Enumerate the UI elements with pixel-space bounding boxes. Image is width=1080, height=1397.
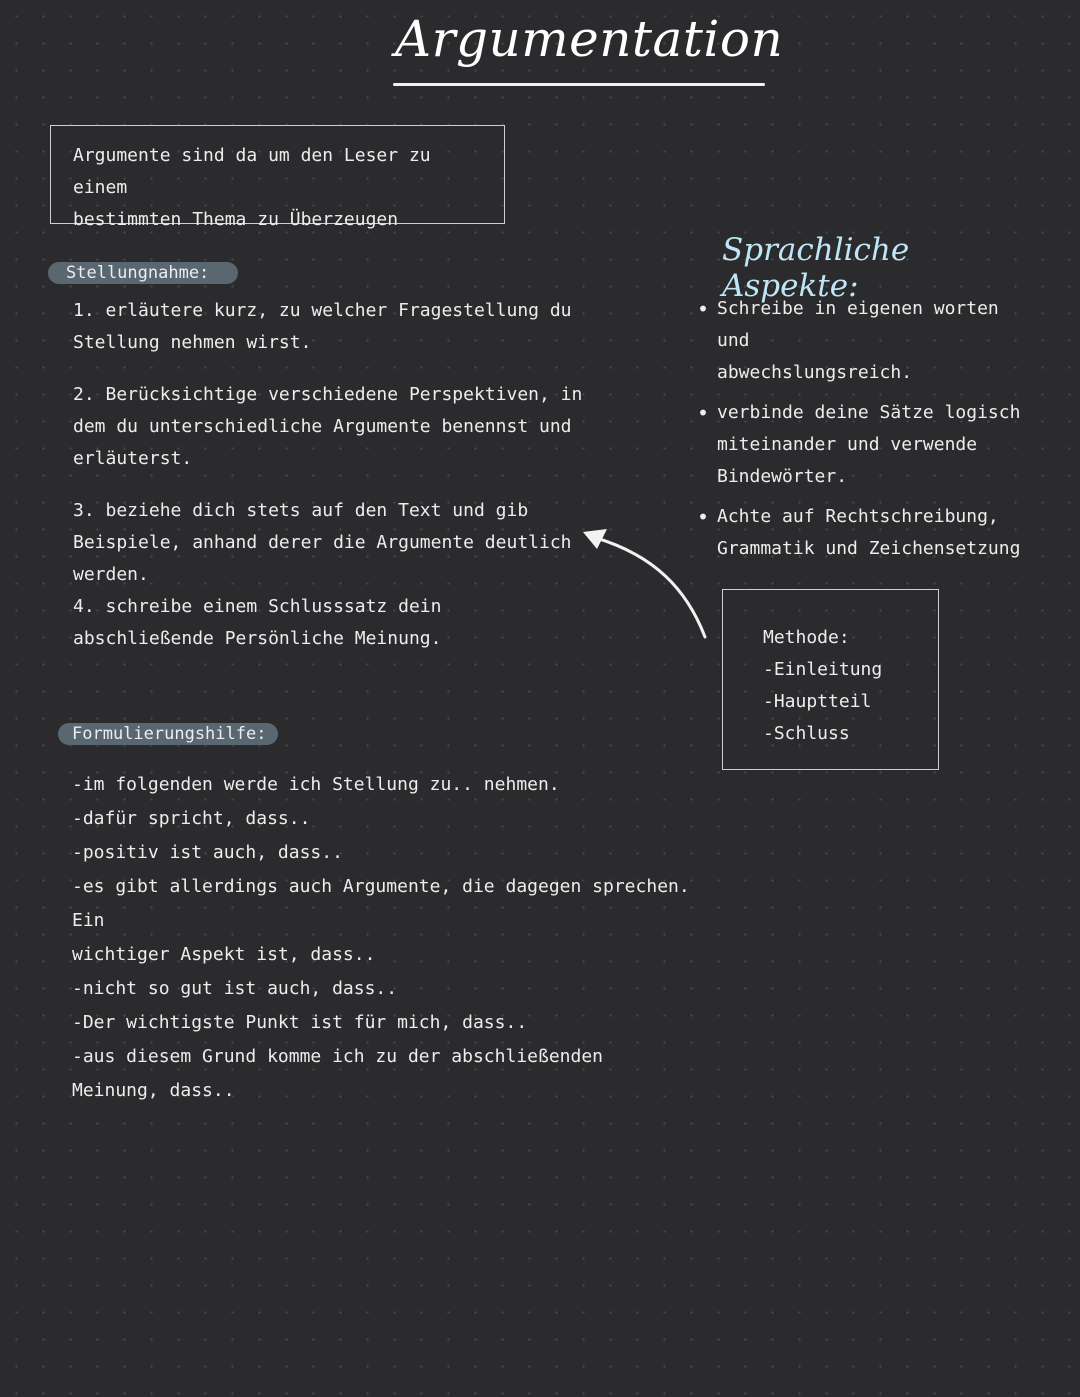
methode-line: -Schluss <box>763 723 850 744</box>
step-item <box>73 295 593 359</box>
title-underline <box>393 83 765 86</box>
step-line: 2. Berücksichtige verschiedene Perspektiven, in <box>73 384 583 405</box>
phrase-line: -es gibt allerdings auch Argumente, die dagegen sprechen. Ein <box>72 876 690 931</box>
phrase-line: wichtiger Aspekt ist, dass.. <box>72 944 376 965</box>
page-title: Argumentation <box>395 10 784 68</box>
step-line: 3. beziehe dich stets auf den Text und gib <box>73 500 529 521</box>
aspect-line: abwechslungsreich. <box>717 362 913 383</box>
step-line: Beispiele, anhand derer die Argumente deutlich <box>73 532 572 553</box>
bullet-icon: • <box>697 401 710 425</box>
phrase-line: -dafür spricht, dass.. <box>72 808 311 829</box>
methode-line: -Einleitung <box>763 659 883 680</box>
aspect-item <box>697 397 1042 493</box>
aspect-line: Bindewörter. <box>717 466 848 487</box>
step-item <box>73 591 593 655</box>
phrase-line: -positiv ist auch, dass.. <box>72 842 343 863</box>
phrase-line: -Der wichtigste Punkt ist für mich, dass.. <box>72 1012 528 1033</box>
bullet-icon: • <box>697 505 710 529</box>
formulierungshilfe-list <box>72 768 692 1108</box>
aspect-line: Schreibe in eigenen worten und <box>717 298 999 351</box>
stellungnahme-label: Stellungnahme: <box>48 262 238 284</box>
sprachliche-aspekte-heading: Sprachliche Aspekte: <box>722 232 910 304</box>
step-line: 1. erläutere kurz, zu welcher Fragestellung du <box>73 300 572 321</box>
intro-line: bestimmten Thema zu Überzeugen <box>73 209 399 230</box>
aspect-line: Achte auf Rechtschreibung, <box>717 506 999 527</box>
step-line: Stellung nehmen wirst. <box>73 332 312 353</box>
methode-box <box>722 589 939 770</box>
stellungnahme-steps <box>73 295 593 655</box>
intro-box <box>50 125 505 230</box>
curved-arrow-icon <box>575 515 725 645</box>
aspect-line: Grammatik und Zeichensetzung <box>717 538 1021 559</box>
aspect-line: miteinander und verwende <box>717 434 978 455</box>
phrase-line: -im folgenden werde ich Stellung zu.. nehmen. <box>72 774 560 795</box>
phrase-line: Meinung, dass.. <box>72 1080 235 1101</box>
step-line: erläuterst. <box>73 448 193 469</box>
sprachliche-aspekte-list <box>697 293 1042 573</box>
step-line: dem du unterschiedliche Argumente benennst und <box>73 416 572 437</box>
step-item <box>73 379 593 475</box>
phrase-line: -aus diesem Grund komme ich zu der abschließenden <box>72 1046 604 1067</box>
methode-line: -Hauptteil <box>763 691 872 712</box>
intro-line: Argumente sind da um den Leser zu einem <box>73 145 431 198</box>
phrase-line: -nicht so gut ist auch, dass.. <box>72 978 398 999</box>
methode-line: Methode: <box>763 627 850 648</box>
step-item <box>73 495 593 591</box>
step-line: 4. schreibe einem Schlusssatz dein <box>73 596 442 617</box>
aspect-item <box>697 501 1042 565</box>
step-line: werden. <box>73 564 149 585</box>
formulierungshilfe-label: Formulierungshilfe: <box>58 723 278 745</box>
step-line: abschließende Persönliche Meinung. <box>73 628 442 649</box>
aspect-line: verbinde deine Sätze logisch <box>717 402 1021 423</box>
aspect-item <box>697 293 1042 389</box>
bullet-icon: • <box>697 297 710 321</box>
